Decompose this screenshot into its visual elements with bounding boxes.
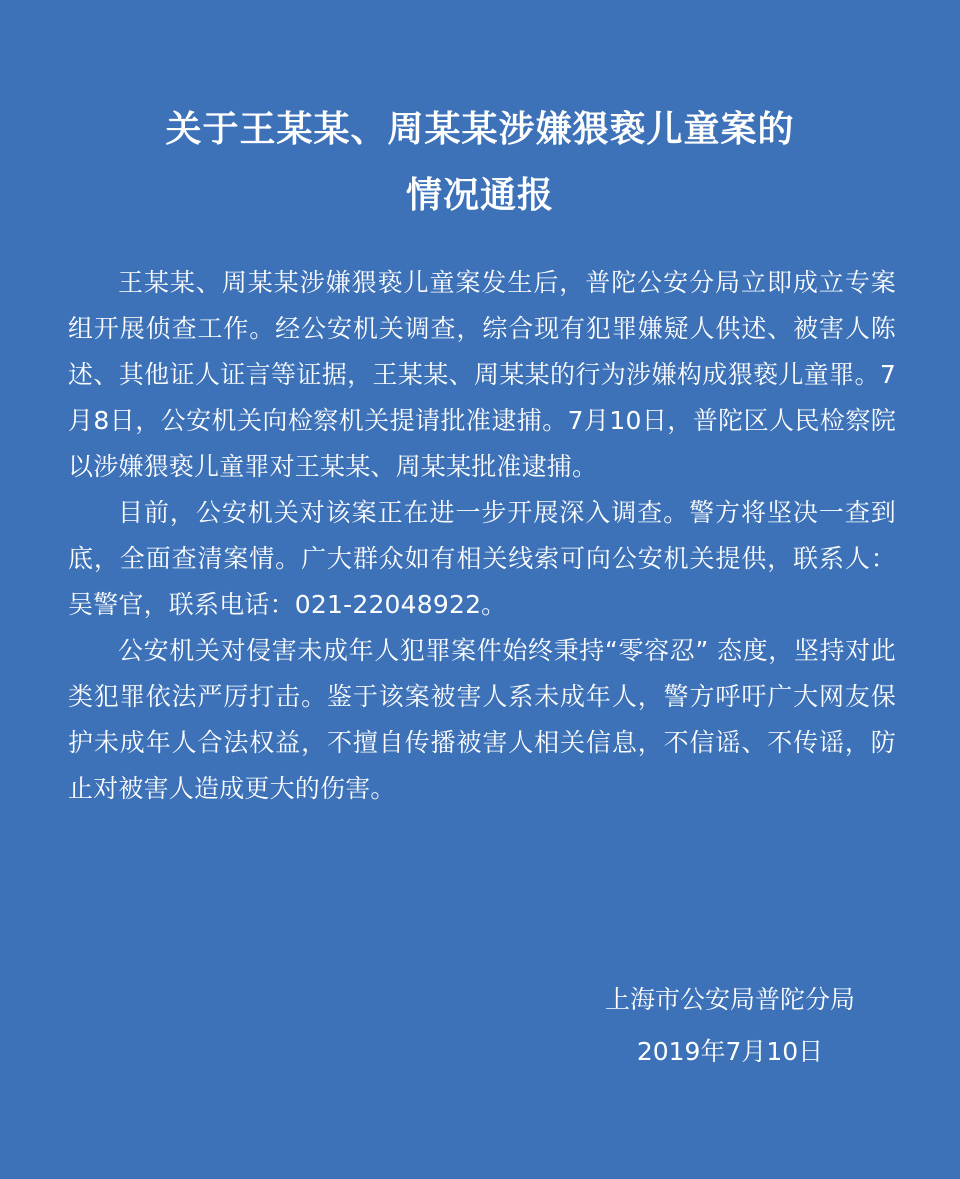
paragraph-investigation: 目前，公安机关对该案正在进一步开展深入调查。警方将坚决一查到底，全面查清案情。广大群众如有相关线索可向公安机关提供，联系人：吴警官，联系电话：021-22048922。 [68, 498, 896, 619]
notice-title-line-1: 关于王某某、周某某涉嫌猥亵儿童案的 [165, 109, 795, 150]
notice-body [68, 260, 896, 812]
signature-date: 2019年7月10日 [636, 1037, 824, 1066]
notice-title-line-2: 情况通报 [405, 175, 554, 216]
signature-organization: 上海市公安局普陀分局 [604, 985, 855, 1014]
paragraph-case-status: 王某某、周某某涉嫌猥亵儿童案发生后，普陀公安分局立即成立专案组开展侦查工作。经公安机关调查，综合现有犯罪嫌疑人供述、被害人陈述、其他证人证言等证据，王某某、周某某的行为涉嫌构成猥亵儿童罪。7月8日，公安机关向检察机关提请批准逮捕。7月10日，普陀区人民检察院以涉嫌猥亵儿童罪对王某某、周某某批准逮捕。 [68, 268, 896, 481]
paragraph-protection-appeal: 公安机关对侵害未成年人犯罪案件始终秉持“零容忍” 态度，坚持对此类犯罪依法严厉打击。鉴于该案被害人系未成年人，警方呼吁广大网友保护未成年人合法权益，不擅自传播被害人相关信息，不信谣、不传谣，防止对被害人造成更大的伤害。 [68, 636, 896, 803]
